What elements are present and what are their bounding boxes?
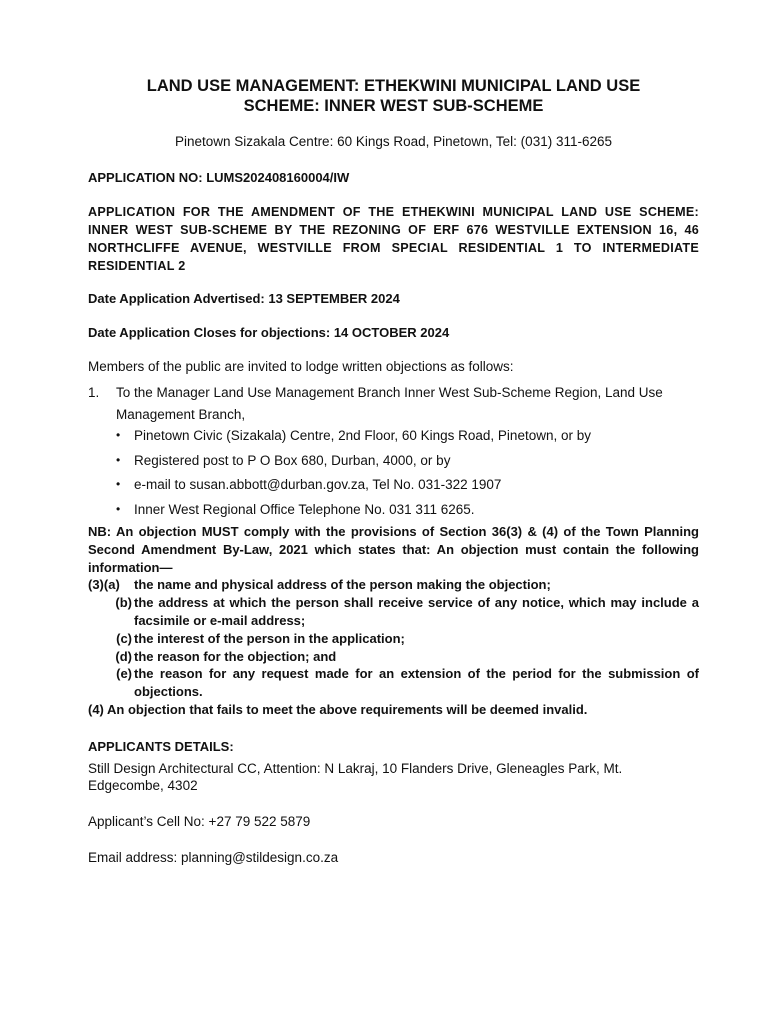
- nb-notice: NB: An objection MUST comply with the provisions of Section 36(3) & (4) of the Town Planning Second Amendment By-Law, 2021 which states that: An objection must contain the following information—: [88, 524, 699, 575]
- numbered-item: [88, 382, 699, 426]
- condition-item: [88, 630, 699, 648]
- bullet-dot-icon: •: [116, 452, 121, 467]
- condition-item: [88, 665, 699, 701]
- applicant-cell: Applicant’s Cell No: +27 79 522 5879: [88, 813, 311, 829]
- list-item-text: Inner West Regional Office Telephone No. 031 311 6265.: [134, 501, 475, 517]
- date-closes: Date Application Closes for objections: 14 OCTOBER 2024: [88, 325, 450, 340]
- list-item: [116, 476, 699, 493]
- application-number: APPLICATION NO: LUMS202408160004/IW: [88, 170, 350, 185]
- condition-text: the reason for any request made for an extension of the period for the submission of objections.: [134, 666, 699, 700]
- document-title: [88, 0, 699, 116]
- list-item-text: Pinetown Civic (Sizakala) Centre, 2nd Floor, 60 Kings Road, Pinetown, or by: [134, 428, 591, 443]
- applicant-email: Email address: planning@stildesign.co.za: [88, 849, 339, 865]
- condition-item: [88, 576, 699, 594]
- condition-item: [88, 648, 699, 666]
- list-item-text: e-mail to susan.abbott@durban.gov.za, Tel No. 031-322 1907: [134, 477, 502, 492]
- item-text: To the Manager Land Use Management Branch Inner West Sub-Scheme Region, Land Use Management Branch,: [116, 385, 663, 422]
- condition-text: the name and physical address of the person making the objection;: [134, 577, 551, 593]
- condition-label: (3)(a): [88, 577, 120, 593]
- bullet-dot-icon: •: [116, 477, 121, 491]
- condition-label: (d): [115, 648, 132, 664]
- applicant-details: Still Design Architectural CC, Attention: N Lakraj, 10 Flanders Drive, Gleneagles Park, Mt. Edgecombe, 4302: [88, 760, 623, 793]
- list-item: [116, 452, 699, 469]
- bullet-dot-icon: •: [116, 501, 121, 516]
- condition-label: (b): [115, 595, 132, 611]
- condition-label: (c): [116, 630, 132, 646]
- condition-label: (e): [116, 666, 132, 682]
- application-subject: APPLICATION FOR THE AMENDMENT OF THE ETHEKWINI MUNICIPAL LAND USE SCHEME: INNER WEST SUB-SCHEME BY THE REZONING OF ERF 676 WESTVILLE EXTENSION 16, 46 NORTHCLIFFE AVENUE, WESTVILLE FROM SPECIAL RESIDENTIAL 1 TO INTERMEDIATE RESIDENTIAL 2: [88, 205, 699, 273]
- condition-item: [88, 594, 699, 630]
- date-advertised: Date Application Advertised: 13 SEPTEMBER 2024: [88, 291, 400, 306]
- condition-text: the address at which the person shall receive service of any notice, which may include a facsimile or e-mail address;: [134, 595, 699, 628]
- objection-intro: Members of the public are invited to lodge written objections as follows:: [88, 359, 514, 374]
- item-number: 1.: [88, 385, 100, 400]
- condition-text: the reason for the objection; and: [134, 648, 337, 664]
- list-item: [116, 501, 699, 518]
- submission-methods-list: [88, 427, 699, 518]
- title-line-1: LAND USE MANAGEMENT: ETHEKWINI MUNICIPAL LAND USE: [146, 77, 641, 95]
- invalid-objection-statement: (4) An objection that fails to meet the above requirements will be deemed invalid.: [88, 701, 588, 717]
- bullet-dot-icon: •: [116, 428, 121, 442]
- list-item-text: Registered post to P O Box 680, Durban, 4000, or by: [134, 452, 451, 468]
- title-line-2: SCHEME: INNER WEST SUB-SCHEME: [243, 97, 544, 115]
- condition-text: the interest of the person in the application;: [134, 630, 405, 646]
- applicants-heading: APPLICANTS DETAILS:: [88, 738, 234, 754]
- office-address: Pinetown Sizakala Centre: 60 Kings Road, Pinetown, Tel: (031) 311-6265: [174, 134, 613, 149]
- list-item: [116, 427, 699, 444]
